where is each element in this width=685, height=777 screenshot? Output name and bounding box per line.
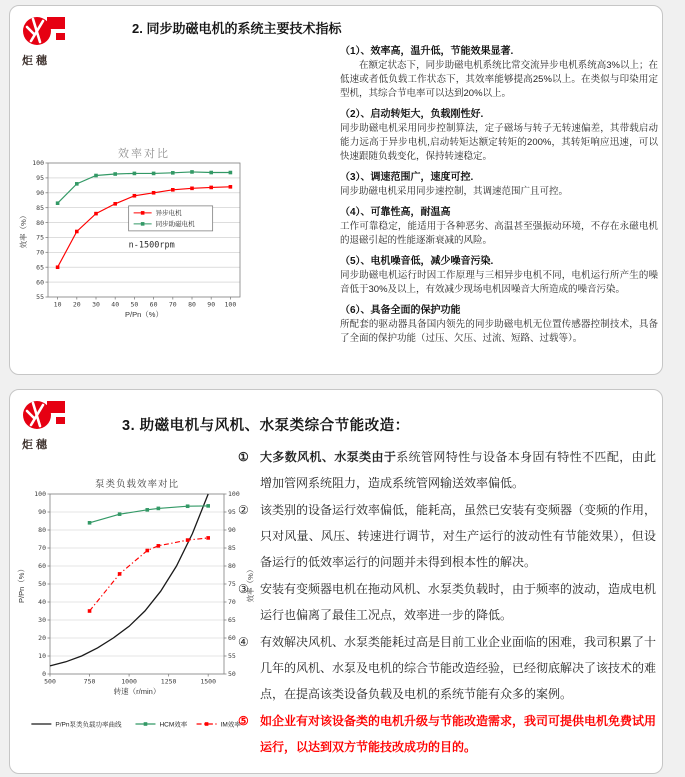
slide2-title: 2. 同步助磁电机的系统主要技术指标 xyxy=(132,21,342,36)
slide-2 xyxy=(9,5,663,375)
note-text: 大多数风机、水泵类由于系统管网特性与设备本身固有特性不匹配，由此增加管网系统阻力，造成系统管网输送效率偏低。 xyxy=(260,450,656,490)
svg-text:0: 0 xyxy=(42,670,46,679)
svg-text:60: 60 xyxy=(228,634,236,643)
spec-item xyxy=(340,168,658,199)
note-item xyxy=(238,708,656,760)
svg-text:90: 90 xyxy=(207,300,216,309)
svg-text:效率对比: 效率对比 xyxy=(118,148,170,160)
spec-list xyxy=(340,38,658,346)
svg-text:100: 100 xyxy=(32,159,44,168)
slide3-title: 3. 助磁电机与风机、水泵类综合节能改造： xyxy=(122,418,410,434)
svg-text:同步助磁电机: 同步助磁电机 xyxy=(155,221,195,229)
slide-3 xyxy=(9,389,663,774)
note-number: ⑤ xyxy=(238,714,249,728)
spec-item xyxy=(340,105,658,164)
note-number: ② xyxy=(238,503,249,517)
svg-text:60: 60 xyxy=(149,300,158,309)
svg-text:40: 40 xyxy=(111,300,120,309)
spec-body: 所配套的驱动器具备国内领先的同步助磁电机无位置传感器控制技术，具备了全面的保护功能（过压、欠压、过流、短路、过载等）。 xyxy=(340,319,658,344)
svg-text:10: 10 xyxy=(53,300,62,309)
svg-text:90: 90 xyxy=(228,526,236,535)
note-text: 如企业有对该设备类的电机升级与节能改造需求，我司可提供电机免费试用运行，以达到双方节能技改成功的目的。 xyxy=(260,714,657,754)
svg-text:65: 65 xyxy=(36,263,44,272)
svg-text:30: 30 xyxy=(38,616,46,625)
svg-text:80: 80 xyxy=(228,562,236,571)
svg-text:95: 95 xyxy=(228,508,236,517)
svg-text:90: 90 xyxy=(36,188,44,197)
svg-text:85: 85 xyxy=(36,203,44,212)
spec-item xyxy=(340,203,658,248)
svg-text:效率（%）: 效率（%） xyxy=(246,565,255,603)
svg-text:70: 70 xyxy=(36,248,44,257)
svg-text:75: 75 xyxy=(36,233,44,242)
svg-text:10: 10 xyxy=(38,652,46,661)
note-item xyxy=(238,629,656,707)
note-number: ③ xyxy=(238,582,249,596)
logo-text: 炬穗 xyxy=(22,439,50,451)
spec-heading: （4）、可靠性高，耐温高 xyxy=(340,207,451,218)
svg-text:50: 50 xyxy=(130,300,139,309)
svg-text:转速（r/min）: 转速（r/min） xyxy=(113,687,161,696)
efficiency-comparison-chart xyxy=(18,146,250,324)
svg-text:20: 20 xyxy=(38,634,46,643)
svg-text:60: 60 xyxy=(36,278,44,287)
note-list xyxy=(238,444,656,761)
svg-text:100: 100 xyxy=(34,490,46,499)
svg-text:HCM效率: HCM效率 xyxy=(159,721,188,729)
logo-text: 炬穗 xyxy=(22,55,50,67)
svg-text:100: 100 xyxy=(228,490,240,499)
svg-text:65: 65 xyxy=(228,616,236,625)
svg-text:1500: 1500 xyxy=(200,677,217,686)
svg-text:85: 85 xyxy=(228,544,236,553)
spec-body: 工作可靠稳定，能适用于各种恶劣、高温甚至强振动环境，不存在永磁电机的退磁引起的性能逐渐衰减的风险。 xyxy=(340,221,658,246)
svg-text:750: 750 xyxy=(83,677,96,686)
svg-text:80: 80 xyxy=(38,526,46,535)
svg-text:n-1500rpm: n-1500rpm xyxy=(128,240,175,251)
spec-heading: （3）、调速范围广，速度可控. xyxy=(340,172,474,183)
spec-body: 同步助磁电机运行时因工作原理与三相异步电机不同，电机运行所产生的噪音低于30%及以上，有效减少现场电机因噪音大所造成的噪音污染。 xyxy=(340,270,658,295)
company-logo xyxy=(22,12,92,68)
svg-text:1250: 1250 xyxy=(160,677,177,686)
svg-text:500: 500 xyxy=(44,677,56,686)
svg-text:70: 70 xyxy=(228,598,236,607)
spec-body: 在额定状态下，同步助磁电机系统比常交流异步电机系统高3%以上；在低速或者低负载工作状态下，其效率能够提高25%以上。在类似与印染用定型机，其综合节电率可以达到20%以上。 xyxy=(340,60,658,99)
svg-text:70: 70 xyxy=(168,300,177,309)
note-item xyxy=(238,576,656,628)
spec-body: 同步助磁电机采用同步速控制，其调速范围广且可控。 xyxy=(340,186,569,197)
svg-text:1000: 1000 xyxy=(121,677,137,686)
spec-heading: （1）、效率高，温升低，节能效果显著. xyxy=(340,46,514,57)
pump-load-efficiency-chart xyxy=(16,476,258,732)
spec-heading: （6）、具备全面的保护功能 xyxy=(340,305,461,316)
svg-text:异步电机: 异步电机 xyxy=(155,210,182,218)
svg-text:30: 30 xyxy=(92,300,100,309)
flame-logo-icon xyxy=(22,12,68,46)
spec-item xyxy=(340,301,658,346)
svg-text:55: 55 xyxy=(228,652,236,661)
svg-text:55: 55 xyxy=(36,293,44,302)
note-item xyxy=(238,444,656,496)
spec-heading: （5）、电机噪音低，减少噪音污染. xyxy=(340,256,494,267)
svg-text:80: 80 xyxy=(36,218,44,227)
svg-text:40: 40 xyxy=(38,598,46,607)
spec-heading: （2）、启动转矩大，负载刚性好. xyxy=(340,109,484,120)
svg-text:IM效率: IM效率 xyxy=(220,721,241,729)
spec-item xyxy=(340,252,658,297)
svg-text:70: 70 xyxy=(38,544,46,553)
company-logo xyxy=(22,396,92,452)
note-number: ④ xyxy=(238,635,249,649)
svg-text:75: 75 xyxy=(228,580,236,589)
note-item xyxy=(238,497,656,575)
svg-text:90: 90 xyxy=(38,508,46,517)
note-number: ① xyxy=(238,450,249,464)
spec-body: 同步助磁电机采用同步控制算法，定子磁场与转子无转速偏差，其带载启动能力远高于异步电机,启动转矩达额定转矩的200%，其转矩响应迅速，可以快速跟随负载变化，保持转速稳定。 xyxy=(340,123,658,162)
svg-text:泵类负载效率对比: 泵类负载效率对比 xyxy=(94,479,180,490)
note-text: 该类别的设备运行效率偏低，能耗高，虽然已安装有变频器（变频的作用，只对风量、风压、转速进行调节，对生产运行的波动性有节能效果），但设备运行的低效率运行的问题并未得到根本性的解决。 xyxy=(260,503,657,569)
svg-text:P/Pn（%）: P/Pn（%） xyxy=(125,310,163,319)
svg-text:50: 50 xyxy=(38,580,46,589)
svg-text:50: 50 xyxy=(228,670,236,679)
note-text: 安装有变频器电机在拖动风机、水泵类负载时，由于频率的波动，造成电机运行也偏离了最佳工况点，效率进一步的降低。 xyxy=(260,582,657,622)
spec-item xyxy=(340,42,658,101)
svg-text:P/Pn泵类负载功率曲线: P/Pn泵类负载功率曲线 xyxy=(55,721,122,729)
svg-text:80: 80 xyxy=(188,300,196,309)
svg-text:效率（%）: 效率（%） xyxy=(19,211,28,249)
svg-text:P/Pn（%）: P/Pn（%） xyxy=(17,565,26,603)
note-text: 有效解决风机、水泵类能耗过高是目前工业企业面临的困难，我司积累了十几年的风机、水泵及电机的综合节能改造经验，已经彻底解决了该技术的难点，在提高该类设备负载及电机的系统节能有众多的案例。 xyxy=(260,635,657,701)
svg-text:60: 60 xyxy=(38,562,46,571)
svg-text:20: 20 xyxy=(72,300,81,309)
svg-text:100: 100 xyxy=(224,300,237,309)
flame-logo-icon xyxy=(22,396,68,430)
svg-text:95: 95 xyxy=(36,174,44,183)
